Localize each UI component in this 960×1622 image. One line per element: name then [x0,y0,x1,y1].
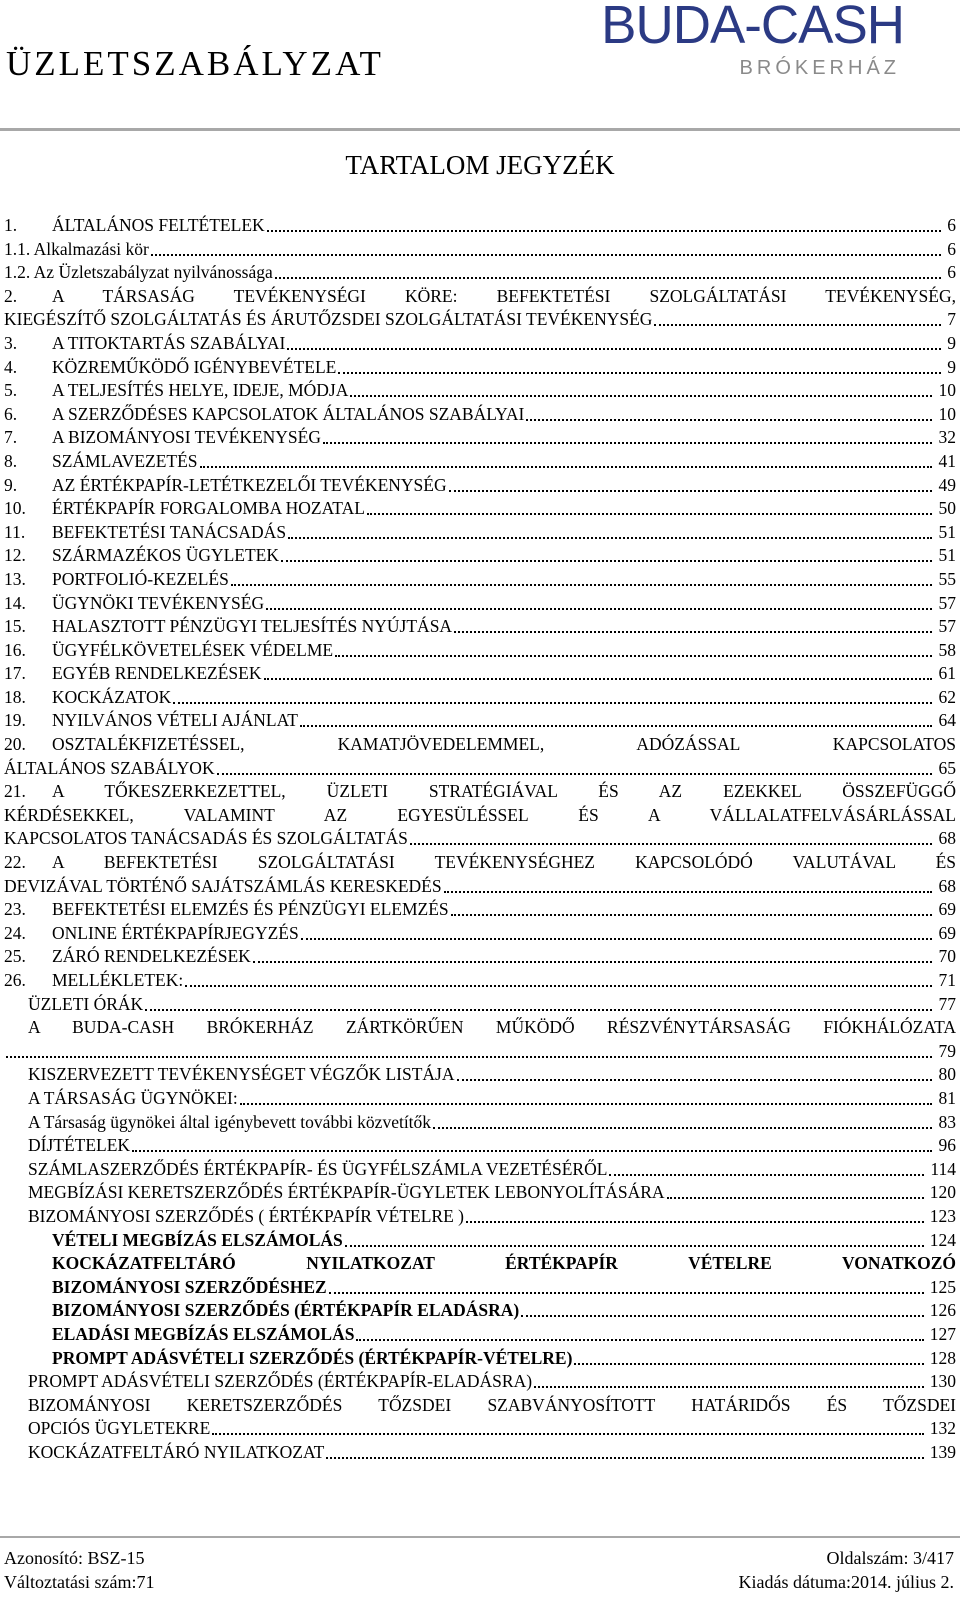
toc-entry [4,1299,956,1323]
footer-change-number: Változtatási szám:71 [4,1572,155,1592]
toc-entry-title: ONLINE ÉRTÉKPAPÍRJEGYZÉS [52,922,299,943]
table-of-contents [4,214,956,1464]
toc-leader-dots [454,631,932,633]
toc-leader-dots [212,1433,924,1435]
toc-entry [4,922,956,946]
toc-entry [4,1111,956,1135]
toc-entry-page: 70 [938,946,956,967]
toc-leader-dots [449,490,932,492]
toc-entry-page: 139 [929,1441,956,1462]
toc-entry-title: BIZOMÁNYOSI SZERZŐDÉS ( ÉRTÉKPAPÍR VÉTELRE ) [28,1205,464,1226]
toc-entry-title: BIZOMÁNYOSI KERETSZERZŐDÉS TŐZSDEI SZABVÁNYOSÍTOTT HATÁRIDŐS ÉS TŐZSDEI [28,1394,956,1415]
toc-leader-dots [288,537,932,539]
toc-entry-page: 79 [938,1040,956,1061]
toc-entry [4,403,956,427]
toc-entry [4,875,956,899]
toc-entry [4,1158,956,1182]
toc-entry-title: MELLÉKLETEK: [52,970,184,990]
toc-leader-dots [253,961,932,963]
toc-entry-page: 41 [938,450,956,471]
toc-entry-page: 68 [938,828,956,849]
toc-entry [4,1016,956,1040]
toc-entry-number: 25. [4,946,26,967]
toc-entry-title: KOCKÁZATFELTÁRÓ NYILATKOZAT ÉRTÉKPAPÍR VÉTELRE VONATKOZÓ [52,1253,956,1274]
toc-entry-page: 65 [938,757,956,778]
toc-entry-page: 81 [938,1087,956,1108]
toc-entry [4,356,956,380]
toc-entry-number: 22. [4,852,26,873]
toc-leader-dots [338,372,941,374]
toc-entry-title: ZÁRÓ RENDELKEZÉSEK [52,946,251,967]
toc-entry [4,592,956,616]
toc-entry-title: MEGBÍZÁSI KERETSZERZŐDÉS ÉRTÉKPAPÍR-ÜGYLETEK LEBONYOLÍTÁSÁRA [28,1182,665,1203]
toc-entry-number: 9. [4,474,18,495]
toc-entry-title: EGYÉB RENDELKEZÉSEK [52,663,262,684]
toc-entry [4,1323,956,1347]
toc-leader-dots [345,1245,924,1247]
toc-leader-dots [275,277,941,279]
toc-entry-page: 71 [938,970,956,990]
toc-entry-number: 21. [4,781,26,802]
toc-entry-title: ÁLTALÁNOS FELTÉTELEK [52,215,265,235]
toc-entry-title: A TŐKESZERKEZETTEL, ÜZLETI STRATÉGIÁVAL ÉS AZ EZEKKEL ÖSSZEFÜGGŐ [52,781,956,802]
toc-entry-page: 57 [938,616,956,637]
toc-entry-title: PORTFOLIÓ-KEZELÉS [52,568,229,589]
toc-leader-dots [466,1221,924,1223]
toc-entry-title: OSZTALÉKFIZETÉSSEL, KAMATJÖVEDELEMMEL, ADÓZÁSSAL KAPCSOLATOS [52,734,956,755]
toc-entry [4,993,956,1017]
toc-entry [4,450,956,474]
toc-leader-dots [350,395,932,397]
toc-entry-page: 32 [938,427,956,448]
toc-entry-number: 6. [4,403,18,424]
toc-entry [4,238,956,262]
toc-entry [4,214,956,238]
toc-entry-number: 20. [4,734,26,755]
toc-leader-dots [200,466,932,468]
toc-leader-dots [266,608,932,610]
logo-subtitle: BRÓKERHÁZ [739,57,900,79]
toc-entry-page: 83 [938,1111,956,1132]
toc-entry-title: BEFEKTETÉSI ELEMZÉS ÉS PÉNZÜGYI ELEMZÉS [52,899,449,920]
toc-entry-page: 57 [938,592,956,613]
toc-entry-title: A TELJESÍTÉS HELYE, IDEJE, MÓDJA [52,380,349,401]
toc-entry-title: OPCIÓS ÜGYLETEKRE [28,1418,211,1439]
toc-leader-dots [329,1292,924,1294]
toc-entry [4,1441,956,1465]
toc-leader-dots [185,985,932,987]
toc-entry-number: 5. [4,380,18,401]
toc-entry [4,1252,956,1276]
toc-entry-title: A TÁRSASÁG ÜGYNÖKEI: [28,1087,238,1108]
toc-entry-title: DÍJTÉTELEK [28,1135,131,1156]
toc-leader-dots [356,1339,924,1341]
toc-entry [4,1370,956,1394]
toc-entry [4,827,956,851]
toc-entry-title: KÉRDÉSEKKEL, VALAMINT AZ EGYESÜLÉSSEL ÉS A VÁLLALATFELVÁSÁRLÁSSAL [4,804,956,825]
toc-entry-title: VÉTELI MEGBÍZÁS ELSZÁMOLÁS [52,1229,343,1250]
toc-entry-title: A BEFEKTETÉSI SZOLGÁLTATÁSI TEVÉKENYSÉGHEZ KAPCSOLÓDÓ VALUTÁVAL ÉS [52,852,956,873]
toc-entry-number: 19. [4,710,26,731]
toc-entry-title: DEVIZÁVAL TÖRTÉNŐ SAJÁTSZÁMLÁS KERESKEDÉS [4,875,442,896]
toc-entry-page: 125 [929,1276,956,1297]
toc-leader-dots [301,938,932,940]
document-title: ÜZLETSZABÁLYZAT [6,44,384,83]
toc-entry-page: 124 [929,1229,956,1250]
toc-entry-number: 17. [4,663,26,684]
toc-leader-dots [367,513,932,515]
toc-entry-title: BIZOMÁNYOSI SZERZŐDÉS (ÉRTÉKPAPÍR ELADÁSRA) [52,1300,520,1321]
toc-entry-title: SZÁRMAZÉKOS ÜGYLETEK [52,545,280,566]
toc-leader-dots [264,678,932,680]
toc-leader-dots [287,348,941,350]
toc-entry-title: ÜZLETI ÓRÁK [28,993,144,1014]
toc-leader-dots [326,1457,924,1459]
toc-leader-dots [410,843,932,845]
toc-entry-page: 9 [947,332,956,353]
toc-entry-title: SZÁMLASZERZŐDÉS ÉRTÉKPAPÍR- ÉS ÜGYFÉLSZÁMLA VEZETÉSÉRŐL [28,1158,608,1179]
toc-entry [4,544,956,568]
toc-entry-page: 50 [938,498,956,519]
toc-entry [4,1040,956,1064]
toc-entry-page: 10 [938,380,956,401]
toc-leader-dots [574,1363,924,1365]
toc-entry [4,521,956,545]
toc-entry-title: ÜGYFÉLKÖVETELÉSEK VÉDELME [52,639,334,660]
toc-entry-title: SZÁMLAVEZETÉS [52,450,198,471]
toc-entry-page: 69 [938,922,956,943]
toc-entry-number: 11. [4,521,26,542]
toc-entry-page: 77 [938,993,956,1014]
toc-entry-page: 80 [938,1064,956,1085]
toc-entry-number: 23. [4,899,26,920]
toc-entry-number: 1. [4,215,18,235]
toc-leader-dots [609,1174,924,1176]
toc-entry-title: BEFEKTETÉSI TANÁCSADÁS [52,521,287,542]
toc-entry-title: BIZOMÁNYOSI SZERZŐDÉSHEZ [52,1276,327,1297]
toc-leader-dots [526,419,932,421]
toc-leader-dots [217,773,932,775]
toc-entry [4,969,956,993]
toc-entry [4,474,956,498]
toc-entry [4,285,956,309]
toc-entry-number: 10. [4,498,26,519]
toc-leader-dots [6,1056,932,1058]
toc-entry-page: 96 [938,1135,956,1156]
toc-entry-page: 6 [947,262,956,283]
toc-entry-page: 128 [929,1347,956,1368]
toc-leader-dots [521,1315,924,1317]
toc-entry-page: 132 [929,1418,956,1439]
toc-entry [4,568,956,592]
toc-entry-title: ÉRTÉKPAPÍR FORGALOMBA HOZATAL [52,498,365,519]
logo-wordmark: BUDA-CASH [601,0,904,55]
toc-entry-title: KISZERVEZETT TEVÉKENYSÉGET VÉGZŐK LISTÁJA [28,1064,455,1085]
toc-entry-page: 55 [938,568,956,589]
toc-leader-dots [335,655,932,657]
header-divider [0,128,960,131]
toc-entry [4,851,956,875]
toc-entry-title: A Társaság ügynökei által igénybevett további közvetítők [28,1111,432,1132]
toc-entry [4,1417,956,1441]
toc-entry-title: AZ ÉRTÉKPAPÍR-LETÉTKEZELŐI TEVÉKENYSÉG [52,474,447,495]
toc-entry [4,426,956,450]
toc-leader-dots [151,254,941,256]
toc-entry [4,1347,956,1371]
toc-entry-number: 15. [4,616,26,637]
toc-leader-dots [267,230,941,232]
footer-divider [0,1536,960,1538]
toc-leader-dots [451,914,932,916]
toc-leader-dots [534,1386,924,1388]
toc-entry-number: 12. [4,545,26,566]
toc-entry-title: A BIZOMÁNYOSI TEVÉKENYSÉG [52,427,321,448]
footer-issue-date: Kiadás dátuma:2014. július 2. [738,1572,954,1592]
toc-entry [4,1087,956,1111]
toc-entry-page: 51 [938,521,956,542]
toc-entry-title: NYILVÁNOS VÉTELI AJÁNLAT [52,710,298,731]
toc-leader-dots [240,1103,932,1105]
toc-entry [4,733,956,757]
toc-leader-dots [145,1009,932,1011]
toc-entry-title: KOCKÁZATOK [52,686,172,707]
toc-entry-page: 68 [938,875,956,896]
toc-leader-dots [300,725,932,727]
toc-entry-number: 2. [4,285,18,306]
toc-entry-page: 61 [938,663,956,684]
toc-leader-dots [173,702,932,704]
toc-entry [4,1181,956,1205]
toc-entry [4,709,956,733]
toc-entry [4,1394,956,1418]
toc-entry [4,757,956,781]
toc-entry-number: 24. [4,922,26,943]
toc-entry-page: 62 [938,686,956,707]
toc-entry [4,261,956,285]
toc-entry [4,1229,956,1253]
toc-entry-title: ÜGYNÖKI TEVÉKENYSÉG [52,592,265,613]
toc-entry [4,615,956,639]
toc-entry [4,332,956,356]
footer-page-number: Oldalszám: 3/417 [826,1548,954,1568]
toc-leader-dots [231,584,932,586]
toc-entry [4,639,956,663]
toc-entry-title: ELADÁSI MEGBÍZÁS ELSZÁMOLÁS [52,1323,355,1344]
toc-entry-number: 14. [4,592,26,613]
toc-leader-dots [132,1150,932,1152]
page-header [0,0,960,130]
toc-leader-dots [433,1127,932,1129]
toc-entry [4,804,956,828]
toc-entry-title: A SZERZŐDÉSES KAPCSOLATOK ÁLTALÁNOS SZABÁLYAI [52,403,525,424]
toc-entry-number: 3. [4,332,18,353]
toc-entry-title: 1.1. Alkalmazási kör [4,238,149,259]
toc-entry-page: 123 [929,1205,956,1226]
toc-leader-dots [654,324,941,326]
toc-entry-number: 26. [4,970,26,990]
toc-leader-dots [457,1079,932,1081]
toc-entry-number: 4. [4,356,18,377]
toc-entry [4,1134,956,1158]
toc-entry-page: 7 [947,309,956,330]
toc-entry-page: 49 [938,474,956,495]
toc-entry-page: 10 [938,403,956,424]
toc-entry-number: 8. [4,450,18,471]
toc-entry [4,945,956,969]
toc-entry [4,780,956,804]
toc-entry [4,1276,956,1300]
toc-leader-dots [444,891,932,893]
toc-entry [4,1063,956,1087]
toc-leader-dots [323,442,932,444]
toc-entry-title: A BUDA-CASH BRÓKERHÁZ ZÁRTKÖRŰEN MŰKÖDŐ RÉSZVÉNYTÁRSASÁG FIÓKHÁLÓZATA [28,1017,956,1038]
company-logo [504,0,904,90]
toc-heading: TARTALOM JEGYZÉK [345,150,615,180]
toc-entry-page: 130 [929,1371,956,1392]
toc-entry-page: 120 [929,1182,956,1203]
toc-entry-page: 114 [930,1158,956,1179]
toc-entry [4,497,956,521]
toc-entry-page: 51 [938,545,956,566]
toc-entry-title: KAPCSOLATOS TANÁCSADÁS ÉS SZOLGÁLTATÁS [4,828,408,849]
toc-entry-page: 6 [947,215,956,235]
toc-entry-title: KOCKÁZATFELTÁRÓ NYILATKOZAT [28,1441,325,1462]
toc-entry-page: 126 [929,1300,956,1321]
toc-entry-number: 7. [4,427,18,448]
toc-entry-page: 127 [929,1323,956,1344]
toc-entry-title: HALASZTOTT PÉNZÜGYI TELJESÍTÉS NYÚJTÁSA [52,616,453,637]
toc-entry [4,662,956,686]
toc-entry-page: 9 [947,356,956,377]
toc-entry-number: 16. [4,639,26,660]
toc-entry [4,379,956,403]
toc-entry-title: ÁLTALÁNOS SZABÁLYOK [4,757,215,778]
toc-leader-dots [667,1197,924,1199]
toc-entry-number: 18. [4,686,26,707]
toc-entry [4,686,956,710]
toc-entry-title: PROMPT ADÁSVÉTELI SZERZŐDÉS (ÉRTÉKPAPÍR-VÉTELRE) [52,1347,573,1368]
toc-entry-title: A TÁRSASÁG TEVÉKENYSÉGI KÖRE: BEFEKTETÉSI SZOLGÁLTATÁSI TEVÉKENYSÉG, [52,285,956,306]
toc-entry-title: 1.2. Az Üzletszabályzat nyilvánossága [4,262,273,283]
toc-entry [4,898,956,922]
toc-entry-title: A TITOKTARTÁS SZABÁLYAI [52,332,286,353]
toc-leader-dots [281,560,932,562]
toc-entry-page: 69 [938,899,956,920]
toc-entry-page: 6 [947,238,956,259]
toc-entry-title: KIEGÉSZÍTŐ SZOLGÁLTATÁS ÉS ÁRUTŐZSDEI SZOLGÁLTATÁSI TEVÉKENYSÉG [4,309,653,330]
toc-entry-page: 58 [938,639,956,660]
toc-entry [4,308,956,332]
toc-entry-title: KÖZREMŰKÖDŐ IGÉNYBEVÉTELE [52,356,337,377]
footer-identifier: Azonosító: BSZ-15 [4,1548,145,1568]
toc-entry [4,1205,956,1229]
toc-entry-page: 64 [938,710,956,731]
toc-entry-number: 13. [4,568,26,589]
toc-entry-title: PROMPT ADÁSVÉTELI SZERZŐDÉS (ÉRTÉKPAPÍR-ELADÁSRA) [28,1371,533,1392]
